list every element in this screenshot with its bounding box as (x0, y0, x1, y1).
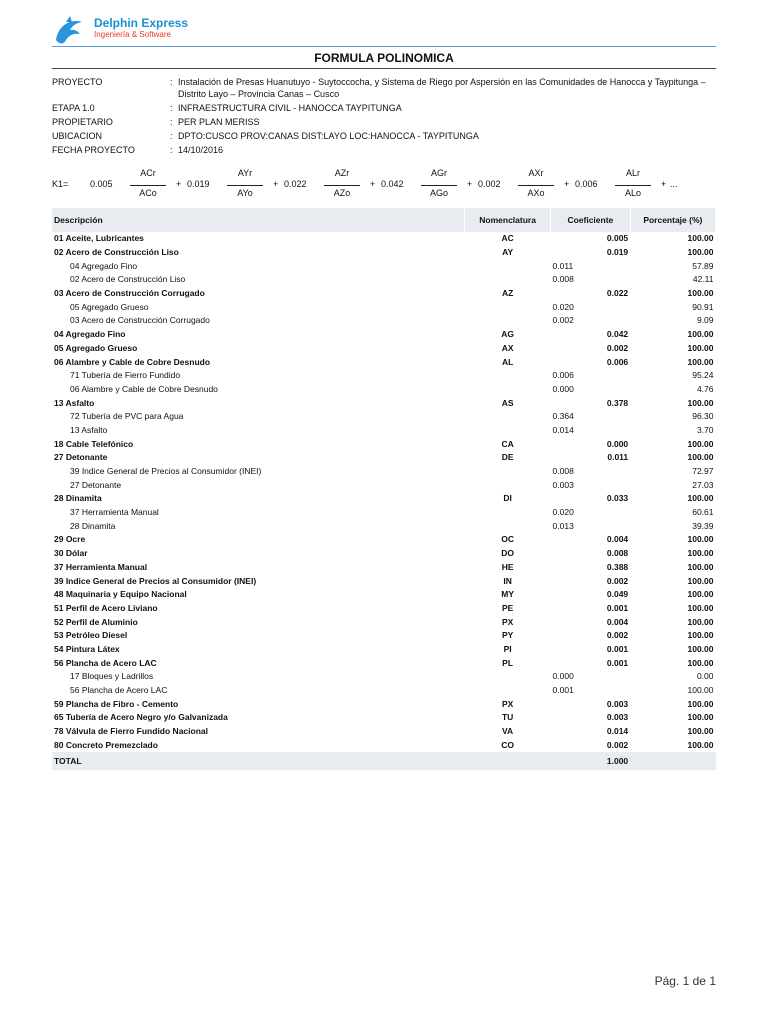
row-nomenclatura: AC (501, 233, 514, 244)
row-nomenclatura (465, 273, 551, 287)
row-nomenclatura: VA (502, 726, 514, 737)
row-coeficiente: 0.019 (606, 247, 629, 258)
formula-denominator: ALo (624, 188, 641, 198)
table-row (52, 396, 716, 410)
info-row-fecha (52, 144, 716, 156)
project-info (52, 76, 716, 158)
row-description: 17 Bloques y Ladrillos (70, 671, 154, 682)
formula-numerator: AGr (430, 168, 447, 178)
row-porcentaje: 100.00 (687, 698, 714, 709)
row-porcentaje: 100.00 (687, 342, 714, 353)
row-porcentaje: 100.00 (687, 534, 714, 545)
row-porcentaje: 3.70 (696, 424, 714, 435)
row-description: 59 Plancha de Fibro - Cemento (54, 698, 179, 709)
row-description: 27 Detonante (54, 452, 108, 463)
row-nomenclatura: CO (501, 739, 514, 750)
table-row (52, 232, 716, 246)
table-subrow (52, 369, 716, 383)
row-nomenclatura: AY (502, 247, 514, 258)
formula-numerator: AYr (237, 168, 253, 178)
info-row-ubicacion (52, 130, 716, 142)
formula-ellipsis: ... (670, 179, 678, 189)
info-colon: : (170, 77, 173, 87)
row-coeficiente: 0.002 (606, 575, 629, 586)
row-description: 30 Dólar (54, 548, 88, 559)
table-subrow (52, 314, 716, 328)
row-porcentaje: 42.11 (692, 274, 714, 285)
row-nomenclatura (465, 410, 551, 424)
row-coeficiente: 0.001 (552, 685, 574, 696)
row-porcentaje: 100.00 (687, 739, 714, 750)
row-coeficiente: 0.013 (552, 520, 574, 531)
table-row (52, 697, 716, 711)
row-coeficiente: 0.002 (606, 630, 629, 641)
row-porcentaje: 100.00 (687, 657, 714, 668)
table-row (52, 588, 716, 602)
row-nomenclatura (465, 424, 551, 438)
row-porcentaje: 39.39 (692, 520, 714, 531)
formula-coefficient: 0.022 (284, 179, 307, 189)
table-row (52, 738, 716, 752)
formula-coefficient: 0.006 (575, 179, 598, 189)
table-row (52, 533, 716, 547)
formula-denominator: ACo (139, 188, 157, 198)
table-subrow (52, 273, 716, 287)
row-porcentaje: 100.00 (687, 233, 714, 244)
row-coeficiente: 0.020 (552, 301, 574, 312)
formula-plus: + (467, 179, 473, 189)
table-row (52, 602, 716, 616)
row-description: 06 Alambre y Cable de Cobre Desnudo (70, 383, 218, 394)
row-nomenclatura (465, 259, 551, 273)
total-empty (630, 752, 715, 770)
polynomial-formula (52, 168, 716, 204)
row-porcentaje: 100.00 (687, 616, 714, 627)
row-description: 03 Acero de Construcción Corrugado (54, 288, 205, 299)
total-row (52, 752, 716, 770)
info-colon: : (170, 117, 173, 127)
info-label: ETAPA 1.0 (52, 103, 95, 113)
row-coeficiente: 0.002 (606, 739, 629, 750)
fraction-line (615, 185, 651, 186)
row-nomenclatura: IN (503, 575, 512, 586)
row-porcentaje: 60.61 (692, 507, 714, 518)
title-divider (52, 68, 716, 69)
row-nomenclatura: HE (501, 561, 514, 572)
fraction-line (324, 185, 360, 186)
formula-denominator: AGo (429, 188, 448, 198)
row-porcentaje: 9.09 (696, 315, 714, 326)
row-porcentaje: 57.89 (692, 260, 714, 271)
row-coeficiente: 0.003 (606, 712, 629, 723)
row-coeficiente: 0.022 (606, 288, 629, 299)
total-value: 1.000 (551, 752, 631, 770)
formula-plus: + (176, 179, 182, 189)
row-nomenclatura: DO (501, 548, 514, 559)
table-subrow (52, 465, 716, 479)
row-description: 80 Concreto Premezclado (54, 739, 158, 750)
row-description: 71 Tubería de Fierro Fundido (70, 370, 181, 381)
col-header-nomenclatura: Nomenclatura (465, 208, 551, 232)
info-label: FECHA PROYECTO (52, 145, 135, 155)
row-porcentaje: 0.00 (696, 671, 714, 682)
row-description: 51 Perfil de Acero Liviano (54, 602, 158, 613)
row-description: 03 Acero de Construcción Corrugado (70, 315, 210, 326)
row-description: 29 Ocre (54, 534, 86, 545)
formula-plus: + (661, 179, 667, 189)
row-description: 54 Pintura Látex (54, 643, 120, 654)
info-colon: : (170, 103, 173, 113)
info-label: PROYECTO (52, 77, 103, 87)
col-header-porcentaje: Porcentaje (%) (630, 208, 715, 232)
table-row (52, 328, 716, 342)
formula-numerator: AXr (528, 168, 544, 178)
info-value: INFRAESTRUCTURA CIVIL - HANOCCA TAYPITUNGA (178, 103, 402, 113)
table-row (52, 342, 716, 356)
row-nomenclatura: AS (501, 397, 514, 408)
row-nomenclatura (465, 314, 551, 328)
row-description: 05 Agregado Grueso (54, 342, 138, 353)
table-subrow (52, 410, 716, 424)
row-coeficiente: 0.003 (552, 479, 574, 490)
info-label: PROPIETARIO (52, 117, 113, 127)
table-subrow (52, 383, 716, 397)
row-porcentaje: 100.00 (687, 356, 714, 367)
row-coeficiente: 0.003 (606, 698, 629, 709)
row-coeficiente: 0.049 (606, 589, 629, 600)
row-nomenclatura: TU (501, 712, 514, 723)
formula-plus: + (564, 179, 570, 189)
formula-plus: + (273, 179, 279, 189)
row-coeficiente: 0.002 (552, 315, 574, 326)
row-coeficiente: 0.011 (607, 452, 629, 463)
info-value: Instalación de Presas Huanutuyo - Suytoccocha, y Sistema de Riego por Aspersión en las Comunidades de Hanocca y Taypitunga –Distrito Layo – Provincia Canas – Cusco (178, 77, 706, 99)
info-value: DPTO:CUSCO PROV:CANAS DIST:LAYO LOC:HANOCCA - TAYPITUNGA (178, 131, 479, 141)
row-description: 04 Agregado Fino (70, 260, 138, 271)
row-coeficiente: 0.008 (552, 466, 574, 477)
row-nomenclatura: MY (501, 589, 514, 600)
row-description: 78 Válvula de Fierro Fundido Nacional (54, 726, 208, 737)
row-coeficiente: 0.011 (552, 260, 574, 271)
row-coeficiente: 0.004 (606, 534, 629, 545)
row-description: 01 Aceite, Lubricantes (54, 233, 144, 244)
row-coeficiente: 0.364 (552, 411, 574, 422)
formula-coefficient: 0.019 (187, 179, 210, 189)
row-coeficiente: 0.000 (552, 671, 574, 682)
table-subrow (52, 424, 716, 438)
row-porcentaje: 100.00 (687, 493, 714, 504)
table-row (52, 355, 716, 369)
table-row (52, 451, 716, 465)
row-description: 56 Plancha de Acero LAC (54, 657, 157, 668)
row-description: 65 Tubería de Acero Negro y/o Galvanizada (54, 712, 228, 723)
row-description: 18 Cable Telefónico (54, 438, 134, 449)
table-row (52, 711, 716, 725)
table-row (52, 643, 716, 657)
row-coeficiente: 0.006 (606, 356, 629, 367)
row-nomenclatura: PE (501, 602, 514, 613)
row-description: 28 Dinamita (54, 493, 102, 504)
row-nomenclatura: DI (503, 493, 512, 504)
row-nomenclatura: CA (501, 438, 514, 449)
row-porcentaje: 96.30 (692, 411, 714, 422)
row-nomenclatura: PL (502, 657, 514, 668)
formula-lhs: K1= (52, 179, 69, 189)
row-porcentaje: 4.76 (696, 383, 714, 394)
row-porcentaje: 100.00 (687, 602, 714, 613)
row-coeficiente: 0.006 (552, 370, 574, 381)
row-coeficiente: 0.001 (606, 657, 629, 668)
info-colon: : (170, 145, 173, 155)
info-label: UBICACION (52, 131, 103, 141)
row-nomenclatura: PX (501, 698, 514, 709)
row-description: 05 Agregado Grueso (70, 301, 149, 312)
row-nomenclatura: AX (501, 342, 514, 353)
row-coeficiente: 0.000 (606, 438, 629, 449)
table-row (52, 287, 716, 301)
formula-plus: + (370, 179, 376, 189)
row-coeficiente: 0.008 (606, 548, 629, 559)
row-porcentaje: 100.00 (687, 712, 714, 723)
row-nomenclatura (465, 300, 551, 314)
row-porcentaje: 95.24 (692, 370, 714, 381)
fraction-line (130, 185, 166, 186)
row-description: 72 Tubería de PVC para Agua (70, 411, 184, 422)
table-row (52, 437, 716, 451)
row-description: 28 Dinamita (70, 520, 116, 531)
row-description: 52 Perfil de Aluminio (54, 616, 138, 627)
brand-tagline: Ingeniería & Software (94, 30, 171, 39)
table-row (52, 547, 716, 561)
table-row (52, 629, 716, 643)
row-coeficiente: 0.002 (606, 342, 629, 353)
row-description: 37 Herramienta Manual (70, 507, 159, 518)
page-number: Pág. 1 de 1 (654, 974, 716, 988)
brand-name: Delphin Express (94, 16, 189, 30)
row-nomenclatura: DE (501, 452, 514, 463)
row-nomenclatura (465, 369, 551, 383)
table-header-row (52, 208, 716, 232)
row-description: 39 Indice General de Precios al Consumidor (INEI) (70, 466, 262, 477)
formula-table (52, 208, 716, 770)
row-coeficiente: 0.001 (606, 643, 629, 654)
row-porcentaje: 100.00 (687, 548, 714, 559)
row-porcentaje: 100.00 (687, 685, 714, 696)
info-colon: : (170, 131, 173, 141)
table-row (52, 492, 716, 506)
row-porcentaje: 100.00 (687, 726, 714, 737)
row-porcentaje: 90.91 (692, 301, 714, 312)
row-nomenclatura (465, 478, 551, 492)
table-row (52, 615, 716, 629)
row-coeficiente: 0.000 (552, 383, 574, 394)
table-subrow (52, 300, 716, 314)
row-porcentaje: 100.00 (687, 630, 714, 641)
row-coeficiente: 0.005 (606, 233, 629, 244)
table-subrow (52, 670, 716, 684)
table-row (52, 574, 716, 588)
row-nomenclatura: PI (503, 643, 512, 654)
formula-numerator: ALr (625, 168, 640, 178)
row-description: 37 Herramienta Manual (54, 561, 148, 572)
info-value: PER PLAN MERISS (178, 117, 260, 127)
row-nomenclatura (465, 670, 551, 684)
formula-denominator: AYo (237, 188, 253, 198)
table-subrow (52, 506, 716, 520)
row-description: 13 Asfalto (54, 397, 95, 408)
formula-denominator: AZo (333, 188, 351, 198)
table-subrow (52, 259, 716, 273)
table-row (52, 725, 716, 739)
row-porcentaje: 100.00 (687, 575, 714, 586)
row-nomenclatura: PY (501, 630, 514, 641)
formula-coefficient: 0.042 (381, 179, 404, 189)
dolphin-icon (52, 14, 88, 48)
row-nomenclatura: OC (501, 534, 514, 545)
row-description: 06 Alambre y Cable de Cobre Desnudo (54, 356, 211, 367)
table-row (52, 656, 716, 670)
fraction-line (227, 185, 263, 186)
total-empty (465, 752, 551, 770)
info-row-etapa (52, 102, 716, 114)
row-porcentaje: 100.00 (687, 288, 714, 299)
row-nomenclatura (465, 684, 551, 698)
table-subrow (52, 519, 716, 533)
row-porcentaje: 100.00 (687, 438, 714, 449)
row-nomenclatura (465, 506, 551, 520)
row-description: 53 Petróleo Diesel (54, 630, 128, 641)
row-porcentaje: 72.97 (692, 466, 714, 477)
row-coeficiente: 0.004 (606, 616, 629, 627)
row-coeficiente: 0.378 (606, 397, 629, 408)
fraction-line (421, 185, 457, 186)
header-divider (52, 46, 716, 47)
row-nomenclatura (465, 383, 551, 397)
row-description: 39 Indice General de Precios al Consumidor (INEI) (54, 575, 257, 586)
row-nomenclatura (465, 519, 551, 533)
row-porcentaje: 27.03 (692, 479, 714, 490)
row-coeficiente: 0.001 (606, 602, 629, 613)
table-body (52, 232, 716, 752)
row-coeficiente: 0.042 (606, 329, 629, 340)
row-description: 48 Maquinaria y Equipo Nacional (54, 589, 187, 600)
row-coeficiente: 0.033 (606, 493, 629, 504)
info-row-propietario (52, 116, 716, 128)
row-porcentaje: 100.00 (687, 247, 714, 258)
row-nomenclatura: AZ (501, 288, 514, 299)
info-value: 14/10/2016 (178, 145, 224, 155)
row-coeficiente: 0.388 (606, 561, 629, 572)
page-title: FORMULA POLINOMICA (314, 51, 454, 65)
formula-coefficient: 0.002 (478, 179, 501, 189)
info-row-proyecto (52, 76, 716, 100)
total-label: TOTAL (52, 752, 465, 770)
col-header-coeficiente: Coeficiente (551, 208, 631, 232)
table-subrow (52, 684, 716, 698)
formula-numerator: AZr (334, 168, 350, 178)
formula-numerator: ACr (140, 168, 156, 178)
formula-coefficient: 0.005 (90, 179, 113, 189)
table-subrow (52, 478, 716, 492)
row-description: 04 Agregado Fino (54, 329, 126, 340)
row-coeficiente: 0.014 (606, 726, 629, 737)
table-row (52, 246, 716, 260)
row-description: 13 Asfalto (70, 424, 108, 435)
row-nomenclatura: PX (501, 616, 514, 627)
row-nomenclatura (465, 465, 551, 479)
row-nomenclatura: AL (501, 356, 514, 367)
row-porcentaje: 100.00 (687, 643, 714, 654)
row-coeficiente: 0.014 (552, 424, 574, 435)
row-porcentaje: 100.00 (687, 329, 714, 340)
row-coeficiente: 0.008 (552, 274, 574, 285)
row-porcentaje: 100.00 (687, 561, 714, 572)
formula-denominator: AXo (527, 188, 545, 198)
row-porcentaje: 100.00 (687, 397, 714, 408)
company-logo (52, 14, 192, 48)
col-header-descripcion: Descripción (52, 208, 465, 232)
table-row (52, 561, 716, 575)
row-porcentaje: 100.00 (687, 452, 714, 463)
row-description: 56 Plancha de Acero LAC (70, 685, 168, 696)
row-description: 27 Detonante (70, 479, 122, 490)
row-porcentaje: 100.00 (687, 589, 714, 600)
row-description: 02 Acero de Construcción Liso (54, 247, 179, 258)
row-description: 02 Acero de Construcción Liso (70, 274, 186, 285)
fraction-line (518, 185, 554, 186)
row-nomenclatura: AG (501, 329, 514, 340)
row-coeficiente: 0.020 (552, 507, 574, 518)
